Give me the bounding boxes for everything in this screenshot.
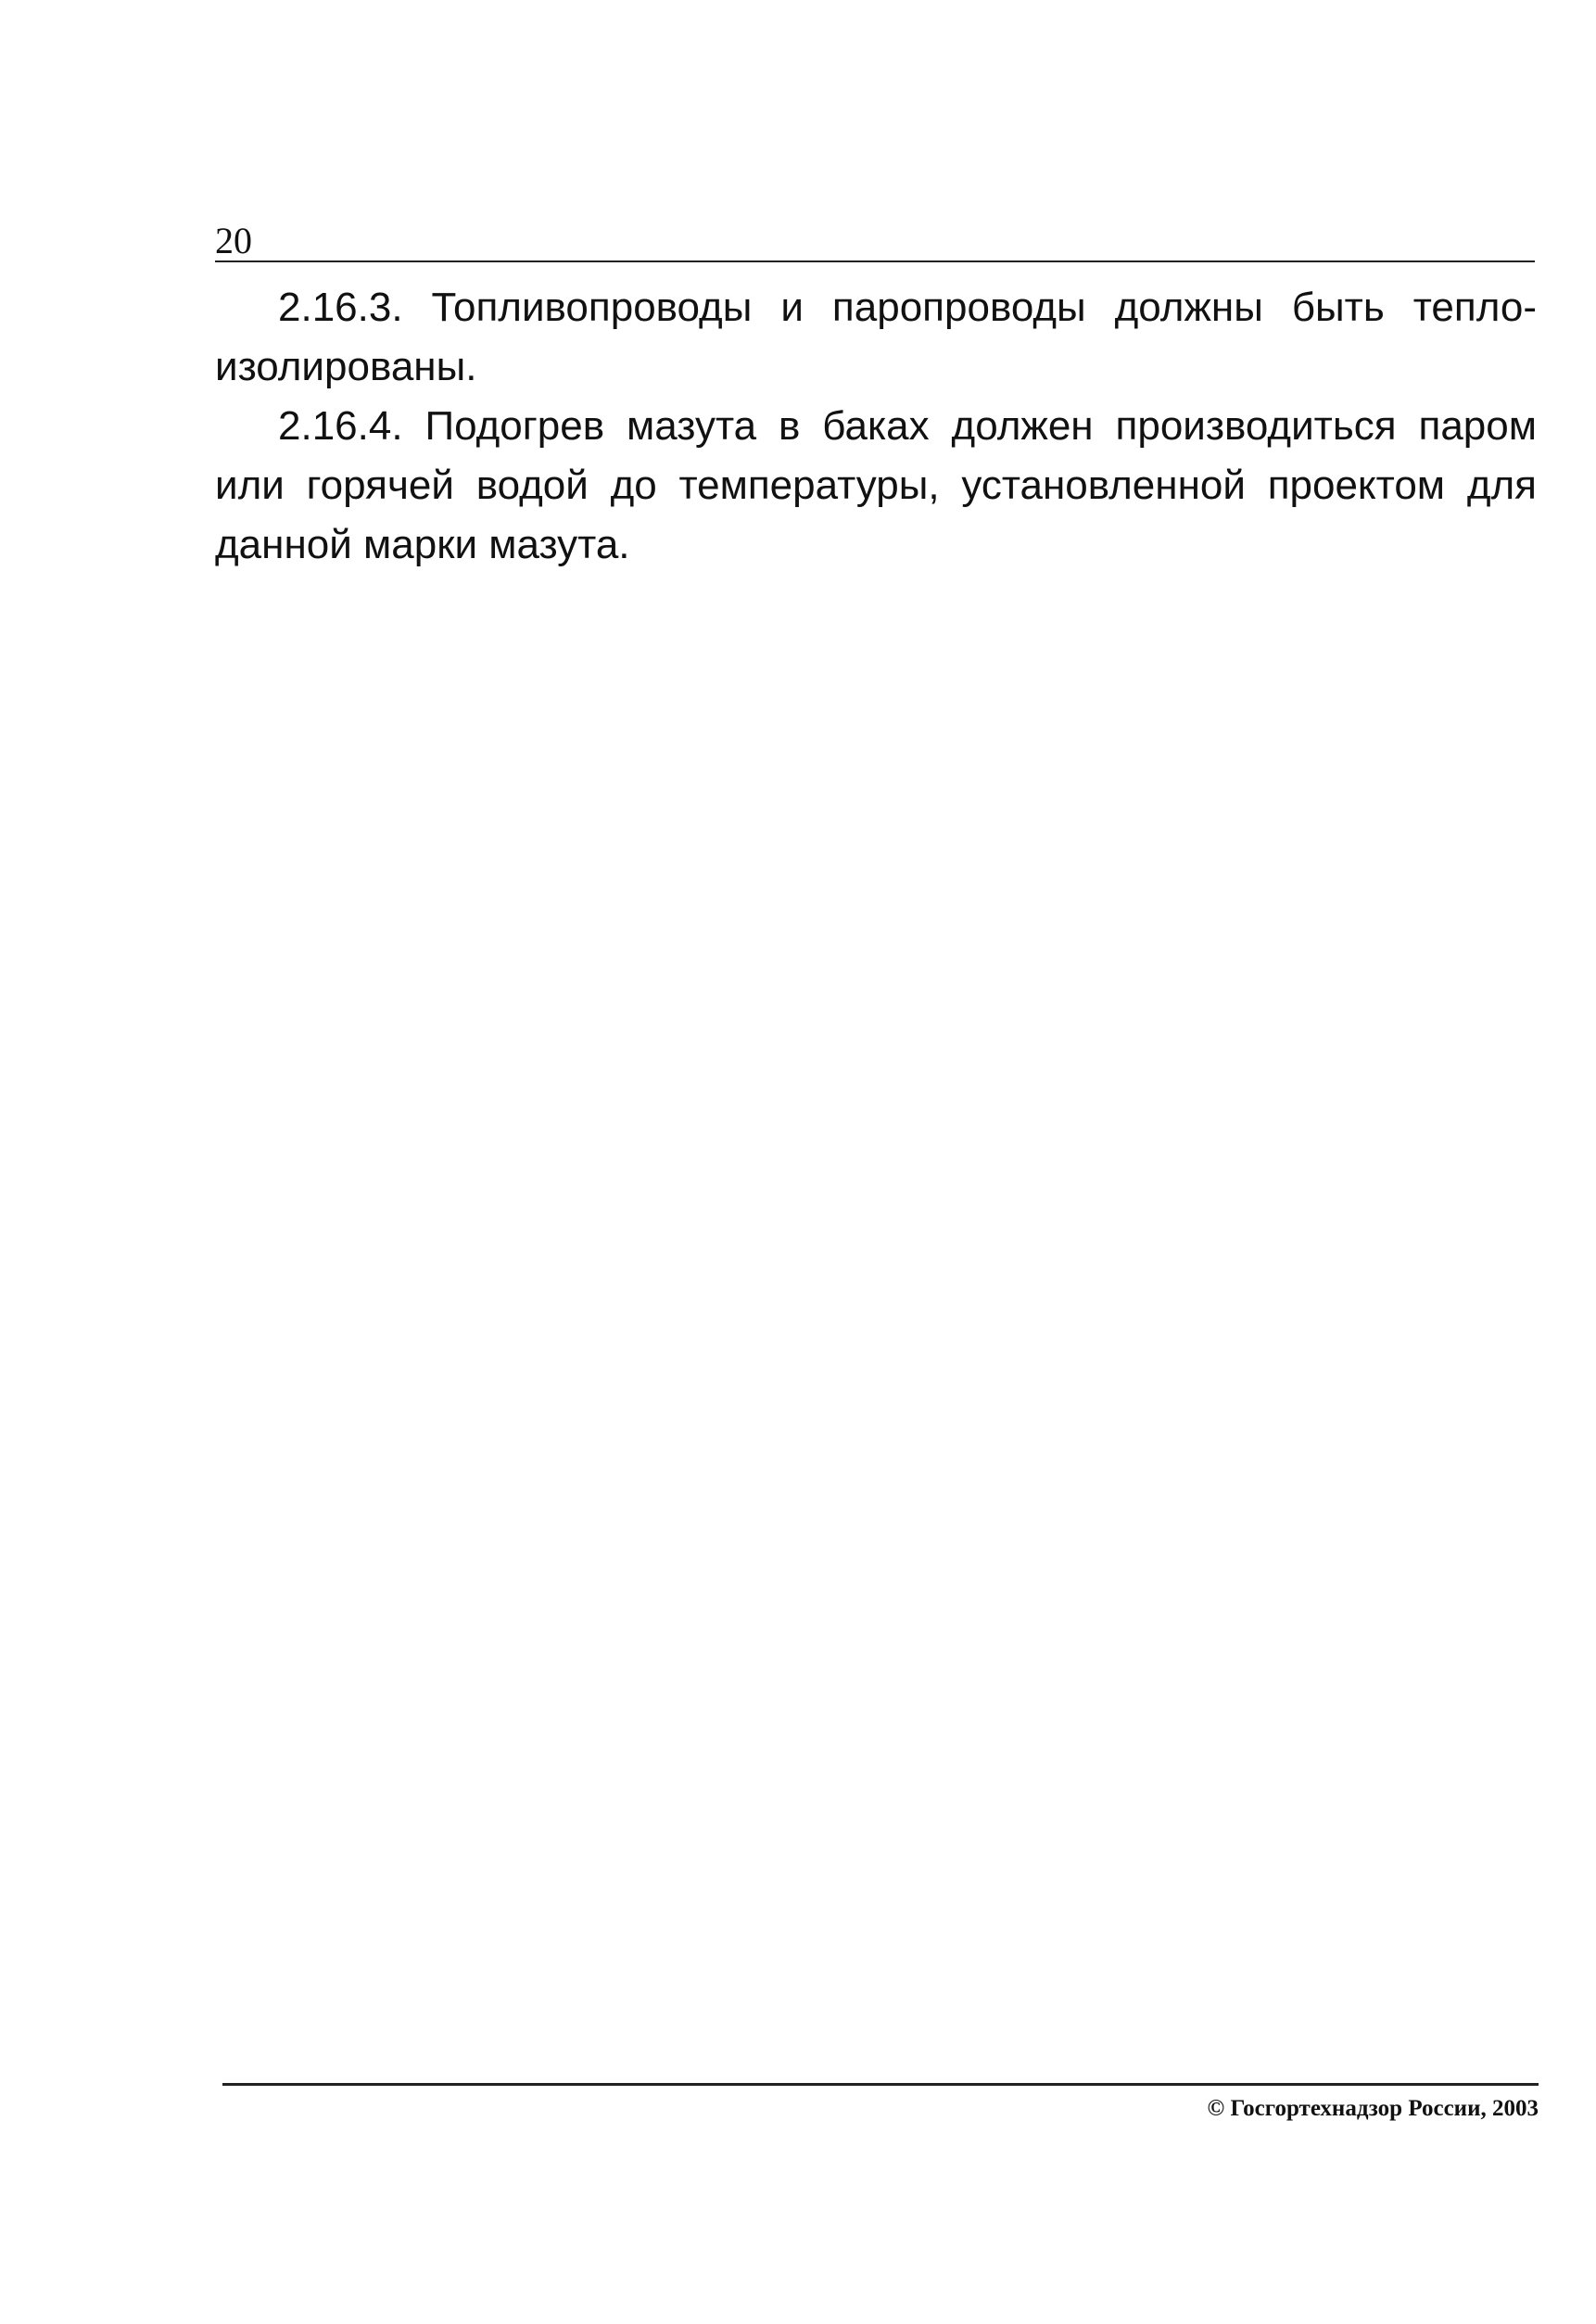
footer-rule <box>222 2083 1539 2086</box>
document-body <box>215 278 1537 575</box>
copyright-notice: © Госгортехнадзор России, 2003 <box>1207 2096 1539 2121</box>
paragraph-2-16-4: 2.16.4. Подогрев мазута в баках должен производиться паром или горячей водой до температуры, установленной проектом для данной марки мазута. <box>215 403 1537 567</box>
page-number: 20 <box>215 220 252 261</box>
paragraph-2-16-3: 2.16.3. Топливопроводы и паропроводы должны быть тепло-изолированы. <box>215 285 1537 389</box>
header-rule <box>215 260 1535 262</box>
